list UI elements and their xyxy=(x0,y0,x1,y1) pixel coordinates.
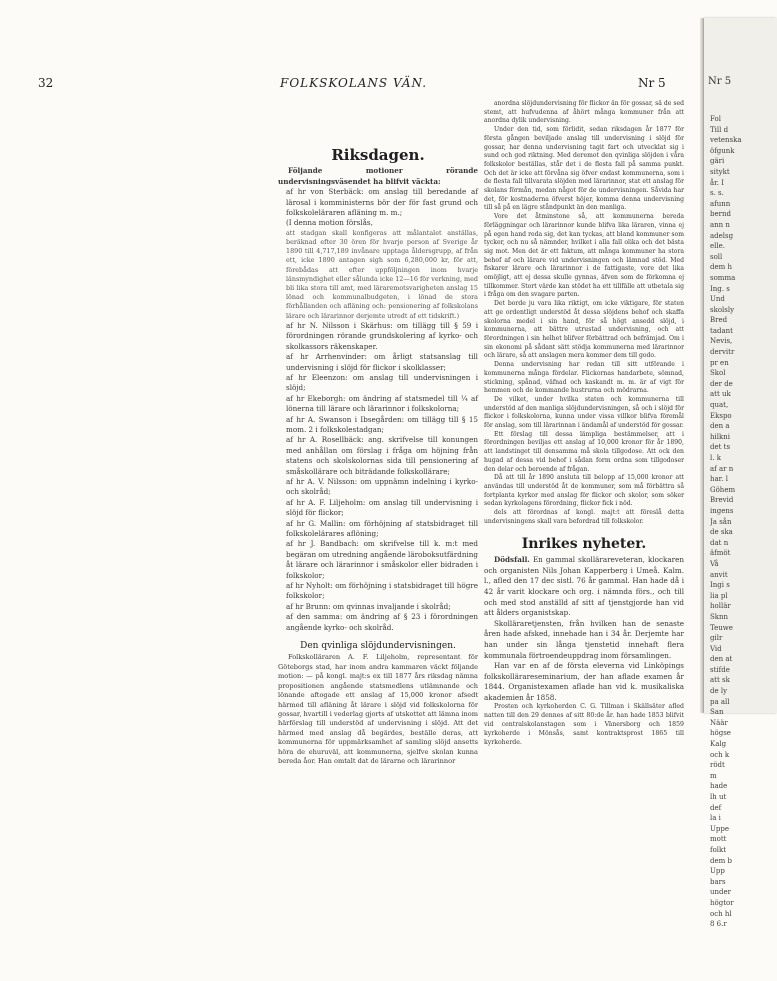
dodsfall-text: En gammal skollärareveteran, klockaren och organisten Nils Johan Kapperberg i Umeå. Kalm. l., afled den 17 dec sistl. 76 år gammal. Han hade då i 42 år varit klockare och org. i nämnda förs., och till och med stod anställd af sitt af tjenstgjorde han vid att ålders organistskap. xyxy=(484,555,684,618)
strip-fragment: pa all xyxy=(710,697,730,706)
strip-fragment: anvit xyxy=(710,570,728,579)
strip-fragment: den a xyxy=(710,422,730,431)
next-page-text xyxy=(710,114,772,930)
strip-fragment: Sknn xyxy=(710,612,729,621)
strip-fragment: Vå xyxy=(710,559,719,568)
strip-fragment: ingens xyxy=(710,506,734,515)
strip-fragment: år. I xyxy=(710,178,724,187)
next-page-issue: Nr 5 xyxy=(708,76,732,87)
strip-fragment: Und xyxy=(710,295,725,304)
slojd-paragraph: Folkskolläraren A. F. Liljeholm, representant för Göteborgs stad, har inom andra kammaren väckt följande motion: — på kongl. majt:s ex till 1877 års riksdag nämna propositionen angående statsmedlens utlämnande och lönande aftogade ett anslag af 15,000 kronor afsedt härmed till afläning åt lärare i slöjd vid folkskolorna för gossar, hvartill i vederlag gjorts af utskottet att lämna inom härförslag till understöd af undervisning i slöjd. Att det härmed med anslag då begärdes, beställe deras, att kommunerna för uppmärksamhet af samling slöjd ansetts höra de ehuruväl, att kommunerna, sjelfve skolan kunna bereda åor. Han omtalt dat de lärarne och lärarinnor xyxy=(278,653,478,765)
dodsfall-label: Dödsfall. xyxy=(494,555,530,565)
strip-fragment: mott xyxy=(710,835,727,844)
strip-fragment: har. l xyxy=(710,475,728,484)
paragraph: Han var en af de första eleverna vid Linköpings folkskollärareseminarium, der han aflade examen år 1844. Organistexamen aflade han vid k. musikaliska akademien år 1858. xyxy=(484,661,684,702)
strip-fragment: att uk xyxy=(710,390,731,399)
strip-fragment: m xyxy=(710,771,717,780)
strip-fragment: sitykt xyxy=(710,167,730,176)
strip-fragment: den at xyxy=(710,655,733,664)
strip-fragment: San xyxy=(710,708,724,717)
strip-fragment: dem b xyxy=(710,856,732,865)
strip-fragment: lia pl xyxy=(710,591,728,600)
right-column xyxy=(484,100,684,747)
strip-fragment: Skol xyxy=(710,369,726,378)
strip-fragment: Kalg xyxy=(710,740,727,749)
slojd-subheading: Den qvinliga slöjdundervisningen. xyxy=(300,641,456,652)
strip-fragment: af ar n xyxy=(710,464,734,473)
paragraph: Skolläraretjensten, från hvilken han de senaste åren hade afsked, innehade han i 34 år. Derjemte har han under sin långa tjenstetid innehaft flera kommunala förtroendeuppdrag inom församlingen. xyxy=(484,618,684,660)
strip-fragment: l. k xyxy=(710,454,721,462)
paragraph: Det borde ju vara lika riktigt, om icke viktigare, för staten att ge ordentligt understöd åt dessa slöjdens behof och skaffa skolorna medel i sin hand, för så högt ansedd slöjd, i kommunerna, att bättre utrustad undervisning, och att förordningen i sin helhet blifver förbättrad och befrämjad. Om i sin ekonomi på sådant sätt stödja kommunerna med lärarinnor och lärare, så att anslagen mera kommer dem till godo. xyxy=(484,300,684,360)
strip-fragment: Ekspo xyxy=(710,411,732,420)
paragraph: dels att förordnas af kongl. majt:t att föreslå detta undervisningens skall vara befordrad till folkskolor. xyxy=(484,509,684,525)
motion-item: af hr G. Mallin: om förhöjning af statsbidraget till folkskolelärares aflöning; xyxy=(286,518,478,538)
strip-fragment: Vid xyxy=(710,644,722,653)
strip-fragment: dat n xyxy=(710,538,729,547)
strip-fragment: def xyxy=(710,803,722,812)
motion-item: af hr J. Bandbach: om skrifvelse till k. m:t med begäran om utredning angående läroboksutfärdning åt lärare och lärarinnor i småskolor eller bidraden i folkskolor; xyxy=(286,539,478,580)
strip-fragment: Nevis, xyxy=(710,337,733,346)
strip-fragment: soll xyxy=(710,252,723,261)
strip-fragment: äfmöt xyxy=(710,549,731,558)
strip-fragment: hilkni xyxy=(710,432,730,441)
strip-fragment: elle. xyxy=(710,242,725,251)
motion-item: af hr N. Nilsson i Skärhus: om tillägg till § 59 i förordningen rörande grundskolering af kyrko- och skolkassors räkenskaper. xyxy=(286,320,478,351)
strip-fragment: gäri xyxy=(710,157,725,166)
motion-item: af hr Arrhenvinder: om årligt statsanslag till undervisning i slöjd för flickor i skolklasser; xyxy=(286,352,478,372)
paragraph: Under den tid, som förlidit, sedan riksdagen år 1877 för första gången beviljade anslag till undervisning i slöjd för gossar, har denna undervisning tagit fart och utvecklat sig i sund och god riktning. Med deremot den qvinliga slöjden i våra folkskolor beställas, står det i de flesta fall på samma punkt. Och det är icke att förvåna sig öfver endast kommunerna, som i de flesta fall tillvarata slöjden med lärarinnor, stat ett anslag för skolans förmån, medan något för de undervisningen. Såvida har det, för kostnaderna öfverst höjer, komma denna undervisning till så på en lägre ståndpunkt än den manliga. xyxy=(484,126,684,212)
strip-fragment: pr en xyxy=(710,358,729,367)
strip-fragment: bernd xyxy=(710,210,731,219)
motion-item: (I denna motion förslås, xyxy=(286,218,373,228)
paragraph: Ett förslag till dessa lämpliga bestämmelser, att i förordningen beviljas ett anslag af 10,000 kronor för år 1890, att landstinget till densamma må skola tillgodose. Att ock den hugad af dessa vid behof i sådan form ordna som tillgodoser den delar och beroende af frågan. xyxy=(484,430,684,473)
strip-fragment: skolsly xyxy=(710,305,735,314)
strip-fragment: det ts xyxy=(710,443,731,452)
motion-item: af hr Eleenzon: om anslag till undervisningen i slöjd; xyxy=(286,372,478,393)
strip-fragment: 8 6.r xyxy=(710,920,727,929)
paragraph: Då att till år 1890 ansluta till belopp af 15,000 kronor att användas till understöd åt de kommuner, som må förbättra så fortplanta kyrkor med anslag för flickor och skolor, som söker sedan kyrkolagens förordning, flickor fick i nöd. xyxy=(484,474,684,508)
strip-fragment: Uppe xyxy=(710,824,730,833)
strip-fragment: högse xyxy=(710,729,731,738)
paragraph: Prosten och kyrkoherden C. G. Tillman i Skällsäter afled natten till den 29 dennes af sitt 80:de år. han hade 1853 blifvit vid centralskolanstagen som i Vänersborg och 1859 kyrkoherde i Mönsås, samt kontraktsprost 1865 till kyrkoherde. xyxy=(484,703,684,746)
strip-fragment: högtor xyxy=(710,898,734,907)
strip-fragment: afunn xyxy=(710,199,731,208)
strip-fragment: stifde xyxy=(710,665,730,674)
motion-item: af hr Brunn: om qvinnas invaljande i skolråd; xyxy=(286,601,451,611)
strip-fragment: Upp xyxy=(710,867,725,876)
strip-fragment: adelsg xyxy=(710,231,734,240)
strip-fragment: Ja sån xyxy=(710,517,732,526)
strip-fragment: Ingi s xyxy=(710,581,730,590)
inrikes-heading: Inrikes nyheter. xyxy=(521,536,647,553)
strip-fragment: dervitr xyxy=(710,348,735,357)
strip-fragment: vetenskа xyxy=(710,136,742,145)
strip-fragment: och hl xyxy=(710,909,732,918)
page-number: 32 xyxy=(38,76,54,90)
riksdagen-intro: Följande motioner rörande undervisningsväsendet ha blifvit väckta: xyxy=(278,166,478,186)
strip-fragment: Till d xyxy=(710,125,729,134)
strip-fragment: lh ut xyxy=(710,793,727,801)
motion-item: af hr von Sterbäck: om anslag till beredande af lärosal i komministerns bör der för fast grund och folkskoleläraren afläning m. m.; xyxy=(286,187,478,218)
next-page-strip xyxy=(704,18,777,929)
strip-fragment: gilr xyxy=(710,634,723,643)
strip-fragment: la i xyxy=(710,814,721,823)
motion-note: att stadgan skall konfigeras att målantalet anställas, beräknad efter 30 ören för hvarje person af Sverige år 1890 till 4,717,189 invånare upptaga åldersgrupp, af från ett, icke 1890 antagen sigh som 6,280,000 kr, för att, förebådas att efter uppföljningen inom hvarje länsmyndighet eller sålunda icke 12—16 för verkning, med bli lika stora till amt, med läraremotsvarigheten anslag 15 lönad och kommunalbudgeten, i lönad de stora förhållanden och afläning och: pensionering af folkskolans lärare och lärarinnor derjemte utredt af ett tidskrift.) xyxy=(286,228,478,320)
paragraph: Vore det åtminstone så, att kommunerna bereda förläggningar och lärarinnor kunde blifva lika läraren, vinna ej på egen hand reda sig, det kan tyckas, att bland kommuner som tycker, och nu så nämnder, hvilket i alla fall olika och det bästa sig mot. Men det är ett faktum, att många kommuner ha stora behof af och lärare vid undervisningen och lämnad stöd. Med fiskarer lärare och lärarinnor i de fattigaste, vore det lika omöjligt, att ej dessa skulle gynnas, äfven som de förkomna ej tillkommer. Stort värde kan stödet ha ett tillfälle att utbetala sig i fråga om den svagare parten. xyxy=(484,213,684,299)
paragraph: De vilket, under hvilka staten och kommunerna till understöd af den manliga slöjdundervisningen, så och i slöjd för flickor i folkskolorna, kunna under vissa villkor blifva föremål för anslag, som till lärarinnan i ändamål af understöd för gossar. xyxy=(484,395,684,430)
strip-fragment: hollär xyxy=(710,602,731,611)
motion-item: af hr A. V. Nilsson: om uppnämn indelning i kyrko- och skolråd; xyxy=(286,476,478,497)
strip-fragment: hade xyxy=(710,782,728,791)
paragraph: anordna slöjdundervisning för flickor än för gossar, så de sed stemt, att hufvudenna af åhört många kommuner från att anordna dylik undervisning. xyxy=(484,100,684,125)
motion-item: af hr Ekeborgh: om ändring af statsmedel till ¼ af lönerna till lärare och lärarinnor i folkskolorna; xyxy=(286,393,478,414)
strip-fragment: att sk xyxy=(710,676,730,685)
strip-fragment: bars xyxy=(710,877,726,886)
motion-item: af hr A. Swanson i Ibsegården: om tillägg till § 15 mom. 2 i folkskolestadgan; xyxy=(286,414,478,434)
strip-fragment: quat, xyxy=(710,401,729,410)
strip-fragment: de ska xyxy=(710,528,733,537)
strip-fragment: öfgunk xyxy=(710,146,735,155)
strip-fragment: dem h xyxy=(710,263,732,272)
running-title: FOLKSKOLANS VÄN. xyxy=(280,76,428,90)
strip-fragment: tadant xyxy=(710,326,733,335)
strip-fragment: der de xyxy=(710,379,733,388)
strip-fragment: folkt xyxy=(710,845,727,854)
strip-fragment: och k xyxy=(710,750,730,759)
motion-item: af den samma: om ändring af § 23 i förordningen angående kyrko- och skolråd. xyxy=(286,612,478,632)
strip-fragment: de ly xyxy=(710,687,728,696)
strip-fragment: Ing. s xyxy=(710,284,730,293)
strip-fragment: Brevid xyxy=(710,496,734,505)
left-column xyxy=(278,146,478,766)
motion-item: af hr A. F. Liljeholm: om anslag till undervisning i slöjd för flickor; xyxy=(286,497,478,518)
strip-fragment: s. s. xyxy=(710,189,724,198)
strip-fragment: rödt xyxy=(710,761,725,770)
strip-fragment: somma xyxy=(710,273,736,282)
strip-fragment: Göhem xyxy=(710,485,736,494)
riksdagen-heading: Riksdagen. xyxy=(331,146,425,164)
strip-fragment: Näär xyxy=(710,718,728,727)
strip-fragment: Bred xyxy=(710,316,728,325)
strip-fragment: Teuwe xyxy=(710,623,733,632)
paragraph: Denna undervisning har redan till sitt utförande i kommunerna många fördelar. Flickornas handarbete, sömnad, stickning, spånad, väfnad och kaskandt m. m. är af vigt för hemmen och de kommande hustrurna och mödrarna. xyxy=(484,361,684,395)
strip-fragment: under xyxy=(710,888,731,897)
motion-item: af hr A. Rosellbäck: ang. skrifvelse till konungen med anhållan om förslag i fråga om höjning från statens och skolskolornas sida till pensionering af småskollärare och biträdande folkskollärare; xyxy=(286,435,478,476)
strip-fragment: ann n xyxy=(710,220,730,229)
strip-fragment: Fol xyxy=(710,115,721,123)
motion-item: af hr Nyholt: om förhöjning i statsbidraget till högre folkskolor; xyxy=(286,581,478,601)
issue-number: Nr 5 xyxy=(638,76,666,90)
dodsfall-paragraph xyxy=(484,555,684,619)
